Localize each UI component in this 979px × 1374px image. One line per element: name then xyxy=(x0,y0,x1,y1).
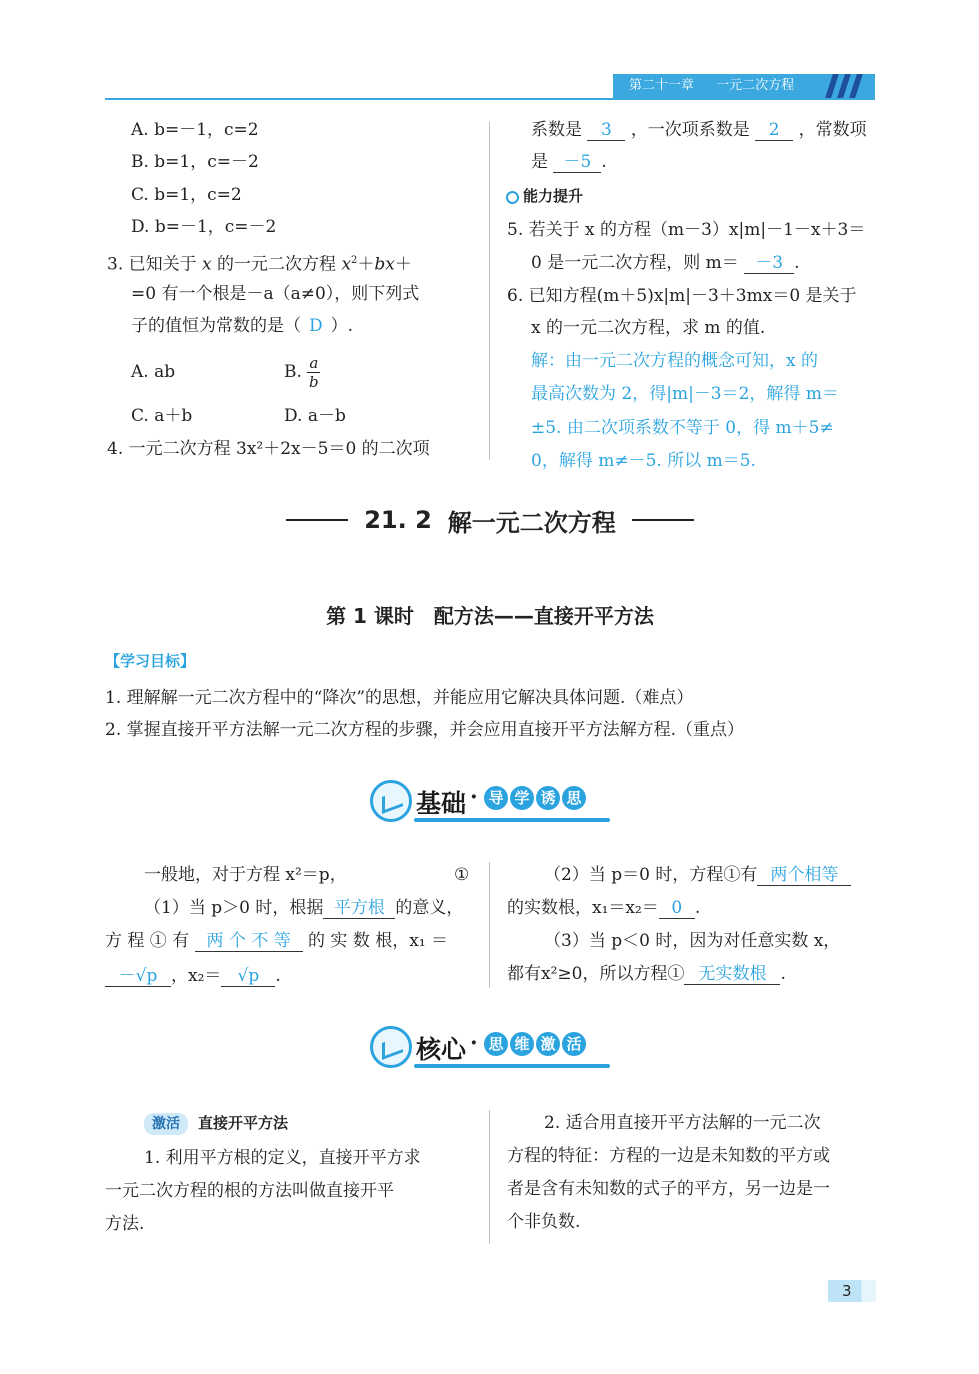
q4-blank-quadratic: 3 xyxy=(587,121,625,141)
section-name: 解一元二次方程 xyxy=(447,508,616,537)
q4-blank-constant: －5 xyxy=(553,153,601,173)
chapter-header xyxy=(613,74,875,98)
basics-text: 的实数根，x₁＝x₂＝ xyxy=(507,898,659,918)
core-heading-text: 直接开平方法 xyxy=(198,1114,289,1132)
blank-zero: 0 xyxy=(659,899,695,919)
blank-no-real-root: 无实数根 xyxy=(684,965,780,985)
basics-text: 的 实 数 根，x₁ ＝ xyxy=(308,931,449,951)
banner-sub-char: 学 xyxy=(510,786,534,810)
core-feature-3: 者是含有未知数的式子的平方，另一边是一 xyxy=(507,1179,830,1199)
q4-continued xyxy=(531,118,867,142)
option-c: C. b=1，c=2 xyxy=(131,185,242,205)
core-def-2: 一元二次方程的根的方法叫做直接开平 xyxy=(105,1181,394,1201)
basics-text: （1）当 p＞0 时，根据 xyxy=(144,898,324,918)
q5-line1: 5. 若关于 x 的方程（m－3）x|m|－1－x＋3＝ xyxy=(507,220,866,240)
chapter-number: 第二十一章 xyxy=(629,78,695,93)
q3-answer: D xyxy=(309,316,323,336)
q4-text: ，一次项系数是 xyxy=(630,120,750,140)
banner-sub xyxy=(484,786,586,810)
q5-blank: －3 xyxy=(744,254,794,274)
ability-section xyxy=(506,184,583,208)
basics-text: （2）当 p＝0 时，方程①有 xyxy=(544,865,758,885)
goal-item-2: 2. 掌握直接开平方法解一元二次方程的步骤，并会应用直接开平方法解方程.（重点） xyxy=(105,720,745,740)
basics-case1-cont xyxy=(105,929,448,953)
core-heading xyxy=(144,1111,288,1135)
q3-text: ）. xyxy=(330,316,354,336)
banner-dot: · xyxy=(470,784,478,810)
lesson-title: 第 1 课时 配方法——直接开平方法 xyxy=(326,604,654,628)
banner-underline xyxy=(414,1064,610,1068)
banner-sub-char: 活 xyxy=(562,1032,586,1056)
header-stripe-icon xyxy=(849,74,863,98)
q3-text: 的一元二次方程 xyxy=(217,254,337,275)
ability-label: 能力提升 xyxy=(523,187,584,205)
basics-text: 方 程 ① 有 xyxy=(105,931,190,951)
blank-neg-root: －√p xyxy=(105,967,171,987)
q5-text: 0 是一元二次方程，则 m＝ xyxy=(531,253,739,273)
solution-line4: 0，解得 m≠－5. 所以 m＝5. xyxy=(531,451,756,471)
blank-pos-root: √p xyxy=(221,967,275,987)
basics-case1 xyxy=(144,896,463,920)
title-rule-left xyxy=(286,519,348,521)
q4-text: 是 xyxy=(531,152,548,172)
activate-tag: 激活 xyxy=(144,1113,188,1135)
q3-option-d: D. a－b xyxy=(284,406,346,426)
header-rule xyxy=(105,98,875,100)
q4-blank-linear: 2 xyxy=(755,121,793,141)
banner-dot: · xyxy=(470,1030,478,1056)
q3-option-b-label: B. xyxy=(284,362,302,382)
fraction-numerator: a xyxy=(309,354,319,372)
q4-text: 系数是 xyxy=(531,120,582,140)
chapter-title: 一元二次方程 xyxy=(716,78,795,93)
fraction-denominator: b xyxy=(308,373,319,391)
basics-case2 xyxy=(544,863,851,887)
basics-case3-cont: 都有x²≥0，所以方程① 无实数根 . xyxy=(507,964,786,984)
header-stripe-icon xyxy=(837,74,851,98)
banner-sub-char: 导 xyxy=(484,786,508,810)
core-banner xyxy=(370,1022,620,1078)
banner-sub xyxy=(484,1032,586,1056)
column-divider xyxy=(489,1110,490,1244)
solution-line1: 解：由一元二次方程的概念可知，x 的 xyxy=(531,351,818,371)
section-number: 21. 2 xyxy=(364,506,432,534)
book-icon xyxy=(370,1026,412,1068)
core-def-1: 1. 利用平方根的定义，直接开平方求 xyxy=(144,1148,421,1168)
book-icon xyxy=(370,780,412,822)
core-feature-1: 2. 适合用直接开平方法解的一元二次 xyxy=(544,1113,821,1133)
basics-roots: －√p ，x₂＝ √p . xyxy=(105,964,281,988)
equation-marker: ① xyxy=(454,865,470,885)
q3-option-b xyxy=(284,352,320,392)
section-title xyxy=(270,502,710,538)
core-feature-2: 方程的特征：方程的一边是未知数的平方或 xyxy=(507,1146,830,1166)
basics-case3: （3）当 p＜0 时，因为对任意实数 x， xyxy=(544,931,841,951)
column-divider xyxy=(489,122,490,460)
basics-intro: 一般地，对于方程 x²＝p， xyxy=(144,865,347,885)
q3-text: 子的值恒为常数的是（ xyxy=(131,316,301,336)
q3-text: 3. 已知关于 xyxy=(107,254,197,275)
core-feature-4: 个非负数. xyxy=(507,1212,581,1232)
solution-line2: 最高次数为 2，得|m|－3＝2，解得 m＝ xyxy=(531,384,839,404)
solution-line3: ±5. 由二次项系数不等于 0，得 m＋5≠ xyxy=(531,418,834,438)
banner-sub-char: 思 xyxy=(484,1032,508,1056)
goal-item-1: 1. 理解解一元二次方程中的“降次”的思想，并能应用它解决具体问题.（难点） xyxy=(105,688,694,708)
q4-line1: 4. 一元二次方程 3x²＋2x－5＝0 的二次项 xyxy=(107,439,430,459)
q6-line1: 6. 已知方程(m＋5)x|m|－3＋3mx＝0 是关于 xyxy=(507,286,857,306)
basics-text: 的意义， xyxy=(395,898,464,918)
q3-line1: 3. 已知关于 x 的一元二次方程 $x^2+bx+$ xyxy=(107,254,412,275)
banner-sub-char: 思 xyxy=(562,786,586,810)
q4-continued-2: 是 －5 . xyxy=(531,152,607,172)
page-number: 3 xyxy=(828,1280,876,1302)
q3-line2: =0 有一个根是－a（a≠0），则下列式 xyxy=(131,284,420,304)
banner-sub-char: 激 xyxy=(536,1032,560,1056)
q3-line3 xyxy=(131,314,353,338)
blank-two-equal: 两个相等 xyxy=(757,866,851,886)
banner-underline xyxy=(414,818,610,822)
q5-line2: 0 是一元二次方程，则 m＝ －3 . xyxy=(531,253,800,273)
column-divider xyxy=(489,862,490,988)
basics-banner xyxy=(370,776,620,832)
basics-case2-cont: 的实数根，x₁＝x₂＝ 0 . xyxy=(507,898,701,918)
banner-sub-char: 维 xyxy=(510,1032,534,1056)
option-d: D. b=－1，c=－2 xyxy=(131,217,277,237)
banner-main: 基础 xyxy=(416,789,467,818)
basics-text: 都有x²≥0，所以方程① xyxy=(507,964,685,984)
banner-sub-char: 诱 xyxy=(536,786,560,810)
circle-icon xyxy=(506,191,519,204)
blank-square-root: 平方根 xyxy=(323,899,395,919)
option-a: A. b=－1，c=2 xyxy=(131,120,259,140)
fraction xyxy=(307,354,320,391)
goals-tag: 【学习目标】 xyxy=(105,652,196,670)
option-b: B. b=1，c=－2 xyxy=(131,152,259,172)
banner-main: 核心 xyxy=(416,1035,467,1064)
q6-line2: x 的一元二次方程，求 m 的值. xyxy=(531,318,766,338)
basics-text: ，x₂＝ xyxy=(171,966,222,986)
title-rule-right xyxy=(632,519,694,521)
q3-option-a: A. ab xyxy=(131,362,176,382)
q4-text: ，常数项 xyxy=(798,120,867,140)
blank-two-distinct: 两 个 不 等 xyxy=(195,932,303,952)
q3-option-c: C. a＋b xyxy=(131,406,193,426)
core-def-3: 方法. xyxy=(105,1214,145,1234)
header-stripe-icon xyxy=(825,74,839,98)
